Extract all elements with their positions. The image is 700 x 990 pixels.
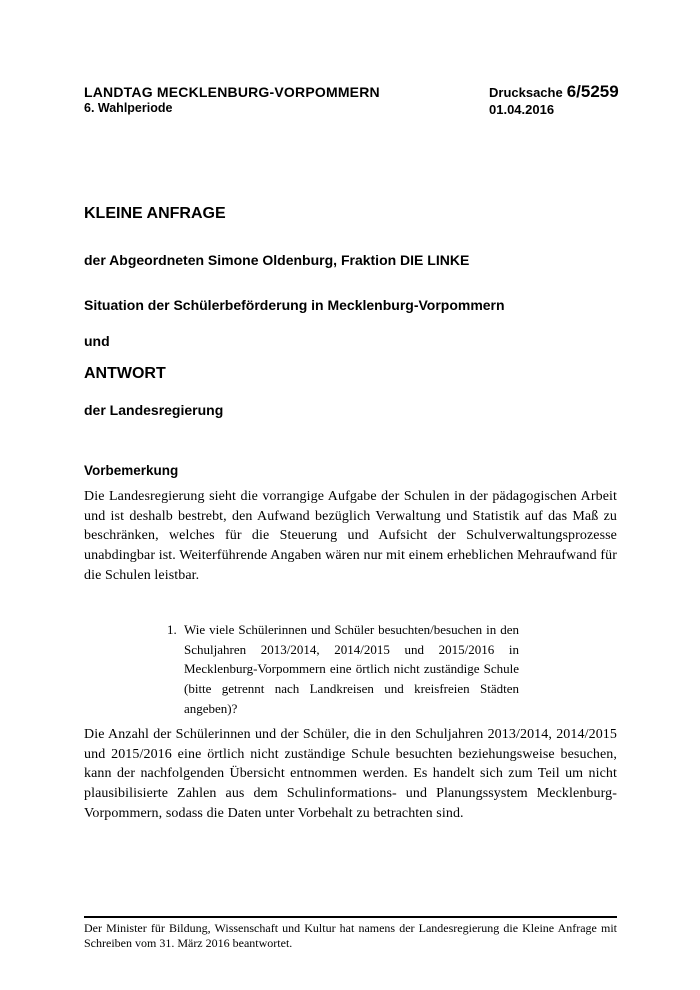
footnote-divider [84, 916, 617, 918]
document-date: 01.04.2016 [489, 102, 555, 117]
footnote-text: Der Minister für Bildung, Wissenschaft und Kultur hat namens der Landesregierung die Kleine Anfrage mit Schreiben vom 31. März 2016 beantwortet. [84, 921, 617, 950]
antwort-heading: ANTWORT [84, 365, 166, 382]
kleine-anfrage-heading: KLEINE ANFRAGE [84, 205, 226, 222]
drucksache-line [489, 82, 619, 102]
drucksache-number: 6/5259 [566, 82, 619, 101]
landesregierung-line: der Landesregierung [84, 402, 224, 418]
und-connector: und [84, 333, 110, 349]
question-item [167, 620, 519, 719]
vorbemerkung-paragraph: Die Landesregierung sieht die vorrangige Aufgabe der Schulen in der pädagogischen Arbeit und ist deshalb bestrebt, den Aufwand bezüglich Verwaltung und Statistik auf das Maß zu beschränken, welches für die Steuerung und Aufsicht der Schulverwaltungsprozesse unabdingbar ist. Weiterführende Angaben wären nur mit einem erheblichen Mehraufwand für die Schulen leistbar. [84, 489, 617, 583]
parliament-title: LANDTAG MECKLENBURG-VORPOMMERN [84, 84, 380, 100]
drucksache-label: Drucksache [489, 85, 563, 100]
question-text: Wie viele Schülerinnen und Schüler besuchten/besuchen in den Schuljahren 2013/2014, 2014/2015 und 2015/2016 in Mecklenburg-Vorpommern eine örtlich nicht zuständige Schule (bitte getrennt nach Landkreisen und kreisfreien Städten angeben)? [184, 622, 519, 716]
question-number: 1. [167, 622, 177, 637]
answer-paragraph: Die Anzahl der Schülerinnen und der Schüler, die in den Schuljahren 2013/2014, 2014/2015 und 2015/2016 eine örtlich nicht zuständige Schule besuchten beziehungsweise besuchen, kann der nachfolgenden Übersicht entnommen werden. Es handelt sich zum Teil um nicht plausibilisierte Zahlen aus dem Schulinformations- und Planungssystem Mecklenburg-Vorpommern, sodass die Daten unter Vorbehalt zu betrachten sind. [84, 727, 617, 821]
header-left [84, 84, 380, 116]
submitter-line: der Abgeordneten Simone Oldenburg, Fraktion DIE LINKE [84, 252, 470, 268]
election-period: 6. Wahlperiode [84, 101, 173, 115]
header-right [489, 82, 619, 117]
subject-line: Situation der Schülerbeförderung in Mecklenburg-Vorpommern [84, 297, 505, 313]
vorbemerkung-heading: Vorbemerkung [84, 463, 179, 478]
